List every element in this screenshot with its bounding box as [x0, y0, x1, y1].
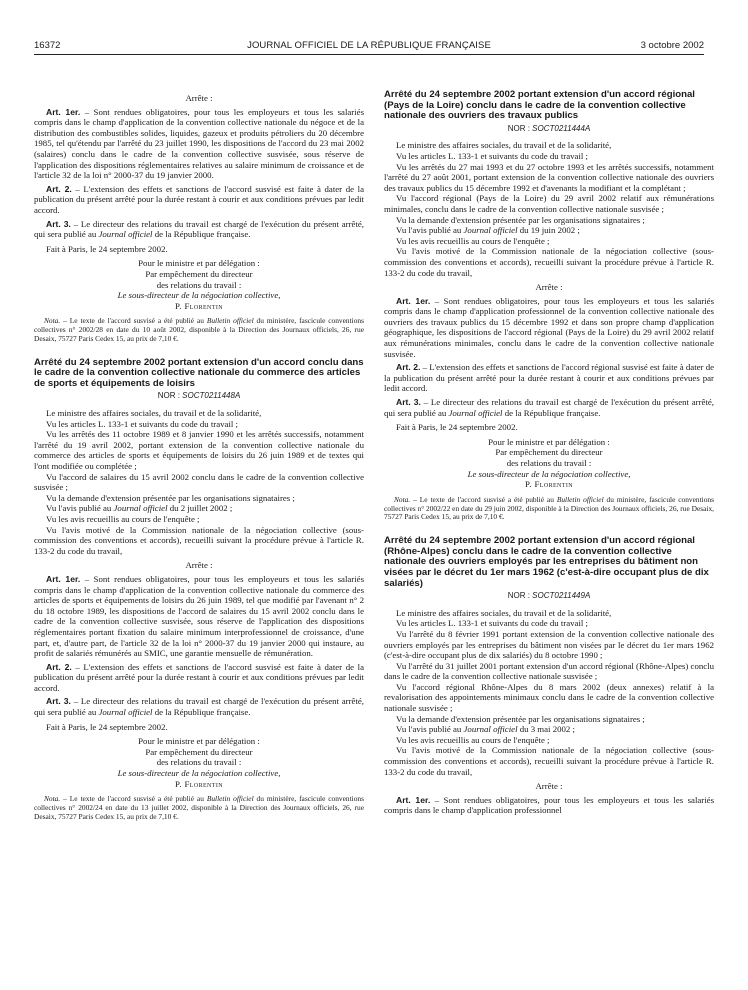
page-header: [34, 40, 704, 55]
article-label: Art. 2.: [46, 661, 72, 672]
article-1: [34, 574, 364, 659]
paragraph: Vu les avis recueillis au cours de l'enquête ;: [46, 513, 200, 524]
article-1: [384, 296, 714, 360]
paragraph-text: du 3 mai 2002 ;: [517, 724, 575, 735]
nota-text: du ministère, fascicule conventions collectives n° 2002/22 en date du 29 juin 2002, disponible à la Direction des Journaux officiels, 26, rue Desaix, 75727 Paris Cedex 15, au prix de 7,10 €.: [384, 494, 714, 522]
signatory-name: P. Florentin: [174, 300, 223, 311]
nor-label: NOR :: [157, 391, 183, 401]
decree-title: Arrêté du 24 septembre 2002 portant extension d'un accord régional (Rhône-Alpes) conclu dans le cadre de la convention collective nationale des ouvriers employés par les entreprises du bâtiment non visées par le décret du 1er mars 1962 (c'est-à-dire occupant plus de dix salariés): [384, 535, 709, 589]
arrete-heading: Arrête :: [535, 282, 563, 293]
paragraph: Vu l'arrêté du 31 juillet 2001 portant extension d'un accord régional (Rhône-Alpes) conclu dans le cadre de la convention collective nationale susvisée ;: [384, 660, 714, 682]
signature-line: Pour le ministre et par délégation :: [138, 258, 260, 269]
article-text: de la République française.: [152, 229, 251, 240]
article-text: – L'extension des effets et sanctions de l'accord susvisé est faite à dater de la publication du présent arrêté pour la durée restant à courir et aux conditions prévues par ledit accord.: [34, 183, 364, 215]
journal-name: Journal officiel: [98, 229, 153, 240]
signature-line: des relations du travail :: [506, 458, 592, 468]
nota-text: – Le texte de l'accord susvisé a été publié au: [410, 494, 557, 504]
paragraph-text: Vu l'avis publié au: [396, 225, 464, 236]
journal-name: Journal officiel: [448, 407, 503, 418]
nor-code: SOCT0211448A: [182, 391, 241, 401]
signature-date: Fait à Paris, le 24 septembre 2002.: [46, 243, 168, 254]
paragraph: Vu la demande d'extension présentée par les organisations signataires ;: [396, 214, 645, 225]
paragraph: Vu l'avis motivé de la Commission nationale de la négociation collective (sous-commission des conventions et accords), recueilli suivant la procédure prévue à l'article R. 133-2 du code du travail,: [34, 524, 364, 556]
signatory-name: P. Florentin: [524, 479, 573, 490]
arrete-heading: Arrête :: [185, 93, 213, 103]
nor-reference: [384, 124, 714, 135]
paragraph: Le ministre des affaires sociales, du travail et de la solidarité,: [46, 408, 262, 419]
article-text: – Sont rendues obligatoires, pour tous les employeurs et tous les salariés compris dans le champ d'application professionnel de la convention collective nationale des ouvriers des travaux publics du 15 décembre 1992 et dans son propre champ d'application géographique, les dispositions de l'accord régional (Pays de la Loire) du 29 avril 2002 relatif aux rémunérations minimales, conclu dans le cadre de la convention collective nationale susvisée.: [384, 295, 714, 359]
signature-line: des relations du travail :: [156, 757, 242, 768]
signature-line: Le sous-directeur de la négociation collective,: [467, 468, 631, 479]
article-label: Art. 2.: [396, 362, 421, 373]
paragraph: Vu les arrêtés du 27 mai 1993 et du 27 octobre 1993 et les arrêtés successifs, notamment l'arrêté du 27 août 2001, portant extension de la convention collective nationale des ouvriers des travaux publics du 15 décembre 1992 et d'avenants la modifiant et la complétant ;: [384, 161, 714, 193]
article-2: [34, 184, 364, 216]
article-2: [34, 662, 364, 694]
article-3: [34, 696, 364, 717]
article-text: de la République française.: [502, 407, 601, 418]
nota-text: – Le texte de l'accord susvisé a été publié au: [60, 316, 207, 326]
signature-line: Par empêchement du directeur: [145, 746, 253, 757]
article-label: Art. 2.: [46, 183, 72, 194]
paragraph: Vu les arrêtés des 11 octobre 1989 et 8 janvier 1990 et les arrêtés successifs, notamment l'arrêté du 19 avril 2002, portant extension de la convention collective nationale du commerce des articles de sports et équipements de loisirs du 26 juin 1989 et de textes qui l'ont modifiée ou complétée ;: [34, 429, 364, 472]
journal-name: Journal officiel: [463, 724, 518, 735]
signature-block: [34, 736, 364, 789]
paragraph: Vu la demande d'extension présentée par les organisations signataires ;: [46, 492, 295, 503]
paragraph-text: Vu l'avis publié au: [396, 724, 464, 735]
article-3: [384, 397, 714, 418]
nota-text: – Le texte de l'accord susvisé a été publié au: [60, 794, 207, 804]
article-label: Art. 1er.: [396, 794, 431, 805]
paragraph: Le ministre des affaires sociales, du travail et de la solidarité,: [396, 140, 612, 151]
signature-block: [34, 258, 364, 311]
article-text: – Sont rendues obligatoires, pour tous les employeurs et tous les salariés compris dans le champ d'application professionnel: [384, 794, 714, 816]
nor-code: SOCT0211444A: [532, 123, 591, 133]
nota-note: [34, 795, 364, 821]
signature-line: Par empêchement du directeur: [495, 447, 603, 458]
journal-name: Journal officiel: [113, 503, 168, 514]
right-column: [384, 90, 714, 816]
paragraph: Vu l'accord régional (Pays de la Loire) du 29 avril 2002 relatif aux rémunérations minimales, conclu dans le cadre de la convention collective nationale susvisée ;: [384, 193, 714, 214]
paragraph: Vu les articles L. 133-1 et suivants du code du travail ;: [396, 618, 588, 629]
paragraph: [384, 724, 714, 735]
nota-label: Nota.: [394, 494, 411, 504]
left-column: [34, 92, 364, 822]
nota-text: du ministère, fascicule conventions collectives n° 2002/24 en date du 13 juillet 2002, disponible à la Direction des Journaux officiels, 26, rue Desaix, 75727 Paris Cedex 15, au prix de 7,10 €.: [34, 794, 364, 821]
journal-name: Journal officiel: [463, 225, 518, 236]
decree-title: Arrêté du 24 septembre 2002 portant extension d'un accord conclu dans le cadre de la convention collective nationale du commerce des articles de sports et équipements de loisirs: [34, 356, 364, 389]
signature-line: Le sous-directeur de la négociation collective,: [117, 768, 281, 779]
paragraph-text: du 19 juin 2002 ;: [517, 225, 580, 236]
signature-line: des relations du travail :: [156, 279, 242, 290]
paragraph: Vu les articles L. 133-1 et suivants du code du travail ;: [396, 150, 588, 161]
paragraph: [34, 503, 364, 514]
article-label: Art. 1er.: [46, 106, 81, 117]
article-text: – Le directeur des relations du travail est chargé de l'exécution du présent arrêté, qui sera publié au: [34, 218, 364, 240]
paragraph: Vu les avis recueillis au cours de l'enquête ;: [396, 235, 550, 246]
bulletin-name: Bulletin officiel: [206, 794, 254, 804]
decree-title: Arrêté du 24 septembre 2002 portant extension d'un accord régional (Pays de la Loire) conclu dans le cadre de la convention collective nationale des ouvriers des travaux publics: [384, 89, 695, 122]
paragraph: Vu les avis recueillis au cours de l'enquête ;: [396, 734, 550, 745]
journal-title: JOURNAL OFFICIEL DE LA RÉPUBLIQUE FRANÇAISE: [247, 40, 491, 51]
article-text: de la République française.: [152, 707, 251, 718]
nota-label: Nota.: [44, 794, 61, 804]
article-text: – Sont rendues obligatoires, pour tous les employeurs et tous les salariés compris dans le champ d'application de la convention collective nationale du commerce des articles de sports et équipements de loisirs du 26 juin 1989, tel que modifié par l'avenant n° 2 du 18 octobre 1989, les dispositions de l'accord de salaires du 15 avril 2002 conclu dans le cadre de la convention collective susvisée, sous réserve de l'application des dispositions réglementaires portant fixation du salaire minimum interprofessionnel de croissance, d'une part, et, d'autre part, de l'article 32 de la loi n° 2000-37 du 19 janvier 2000 qui instaure, au profit de salariés rémunérés au SMIC, une garantie mensuelle de rémunération.: [34, 573, 364, 659]
signature-line: Pour le ministre et par délégation :: [488, 436, 610, 447]
article-label: Art. 3.: [396, 397, 421, 408]
article-label: Art. 3.: [46, 696, 71, 707]
paragraph: Vu l'accord régional Rhône-Alpes du 8 mars 2002 (deux annexes) relatif à la revalorisation des appointements minimaux conclu dans le cadre de la convention collective nationale susvisée ;: [384, 681, 714, 714]
signature-line: Par empêchement du directeur: [145, 268, 253, 279]
article-text: – Le directeur des relations du travail est chargé de l'exécution du présent arrêté, qui sera publié au: [34, 696, 364, 718]
article-text: – Sont rendues obligatoires, pour tous les employeurs et tous les salariés compris dans le champ d'application de la convention collective nationale du négoce et de la distribution des combustibles solides, liquides, gazeux et produits pétroliers du 20 décembre 1985, tel qu'étendu par l'arrêté du 23 juillet 1990, les dispositions de l'accord du 23 mai 2002 (salaires) conclu dans le cadre de la convention collective susvisée, sous réserve de l'application des dispositions réglementaires relatives au salaire minimum de croissance et de l'article 32 de la loi n° 2000-37 du 19 janvier 2000.: [34, 106, 364, 181]
nota-label: Nota.: [44, 316, 61, 326]
journal-name: Journal officiel: [98, 707, 153, 718]
paragraph: Vu l'accord de salaires du 15 avril 2002 conclu dans le cadre de la convention collective susvisée ;: [34, 471, 364, 493]
arrete-heading: Arrête :: [185, 560, 213, 571]
signature-line: Le sous-directeur de la négociation collective,: [117, 290, 281, 301]
paragraph: Vu l'avis motivé de la Commission nationale de la négociation collective (sous-commission des conventions et accords), recueilli suivant la procédure prévue à l'article R. 133-2 du code du travail,: [384, 246, 714, 278]
bulletin-name: Bulletin officiel: [206, 316, 254, 326]
nor-reference: [34, 391, 364, 402]
paragraph-text: du 2 juillet 2002 ;: [167, 503, 233, 514]
page-number: 16372: [34, 40, 61, 51]
nota-note: [34, 317, 364, 343]
nor-reference: [384, 591, 714, 602]
signature-date: Fait à Paris, le 24 septembre 2002.: [46, 721, 168, 732]
arrete-heading: Arrête :: [535, 781, 563, 792]
article-text: – L'extension des effets et sanctions de l'accord susvisé est faite à dater de la publication du présent arrêté pour la durée restant à courir et aux conditions prévues par ledit accord.: [34, 661, 364, 693]
article-1: [384, 795, 714, 816]
nor-label: NOR :: [507, 123, 533, 133]
paragraph: Vu la demande d'extension présentée par les organisations signataires ;: [396, 713, 645, 724]
signature-date: Fait à Paris, le 24 septembre 2002.: [396, 422, 518, 433]
paragraph: [384, 225, 714, 236]
paragraph: Vu l'avis motivé de la Commission nationale de la négociation collective (sous-commission des conventions et accords), recueilli suivant la procédure prévue à l'article R. 133-2 du code du travail,: [384, 745, 714, 777]
paragraph: Vu l'arrêté du 8 février 1991 portant extension de la convention collective nationale des ouvriers employés par les entreprises du bâtiment non visées par le décret du 1er mars 1962 (c'est-à-dire occupant plus de dix salariés) du 8 octobre 1990 ;: [384, 628, 714, 661]
nor-label: NOR :: [507, 591, 533, 601]
signatory-name: P. Florentin: [174, 778, 223, 789]
paragraph: Le ministre des affaires sociales, du travail et de la solidarité,: [396, 607, 612, 618]
article-label: Art. 1er.: [46, 573, 81, 584]
paragraph: Vu les articles L. 133-1 et suivants du code du travail ;: [46, 418, 238, 429]
article-2: [384, 362, 714, 394]
article-1: [34, 107, 364, 181]
issue-date: 3 octobre 2002: [640, 40, 704, 51]
article-3: [34, 219, 364, 240]
article-label: Art. 1er.: [396, 295, 431, 306]
article-text: – L'extension des effets et sanctions de l'accord régional susvisé est faite à dater de la publication du présent arrêté pour la durée restant à courir et aux conditions prévues par ledit accord.: [384, 362, 714, 394]
nor-code: SOCT0211449A: [532, 591, 591, 601]
signature-line: Pour le ministre et par délégation :: [138, 736, 260, 747]
article-text: – Le directeur des relations du travail est chargé de l'exécution du présent arrêté, qui sera publié au: [384, 397, 714, 418]
nota-note: [384, 496, 714, 522]
paragraph-text: Vu l'avis publié au: [46, 503, 114, 514]
article-label: Art. 3.: [46, 218, 71, 229]
bulletin-name: Bulletin officiel: [556, 494, 604, 504]
signature-block: [384, 437, 714, 490]
nota-text: du ministère, fascicule conventions collectives n° 2002/28 en date du 10 août 2002, disponible à la Direction des Journaux officiels, 26, rue Desaix, 75727 Paris Cedex 15, au prix de 7,10 €.: [34, 316, 364, 343]
